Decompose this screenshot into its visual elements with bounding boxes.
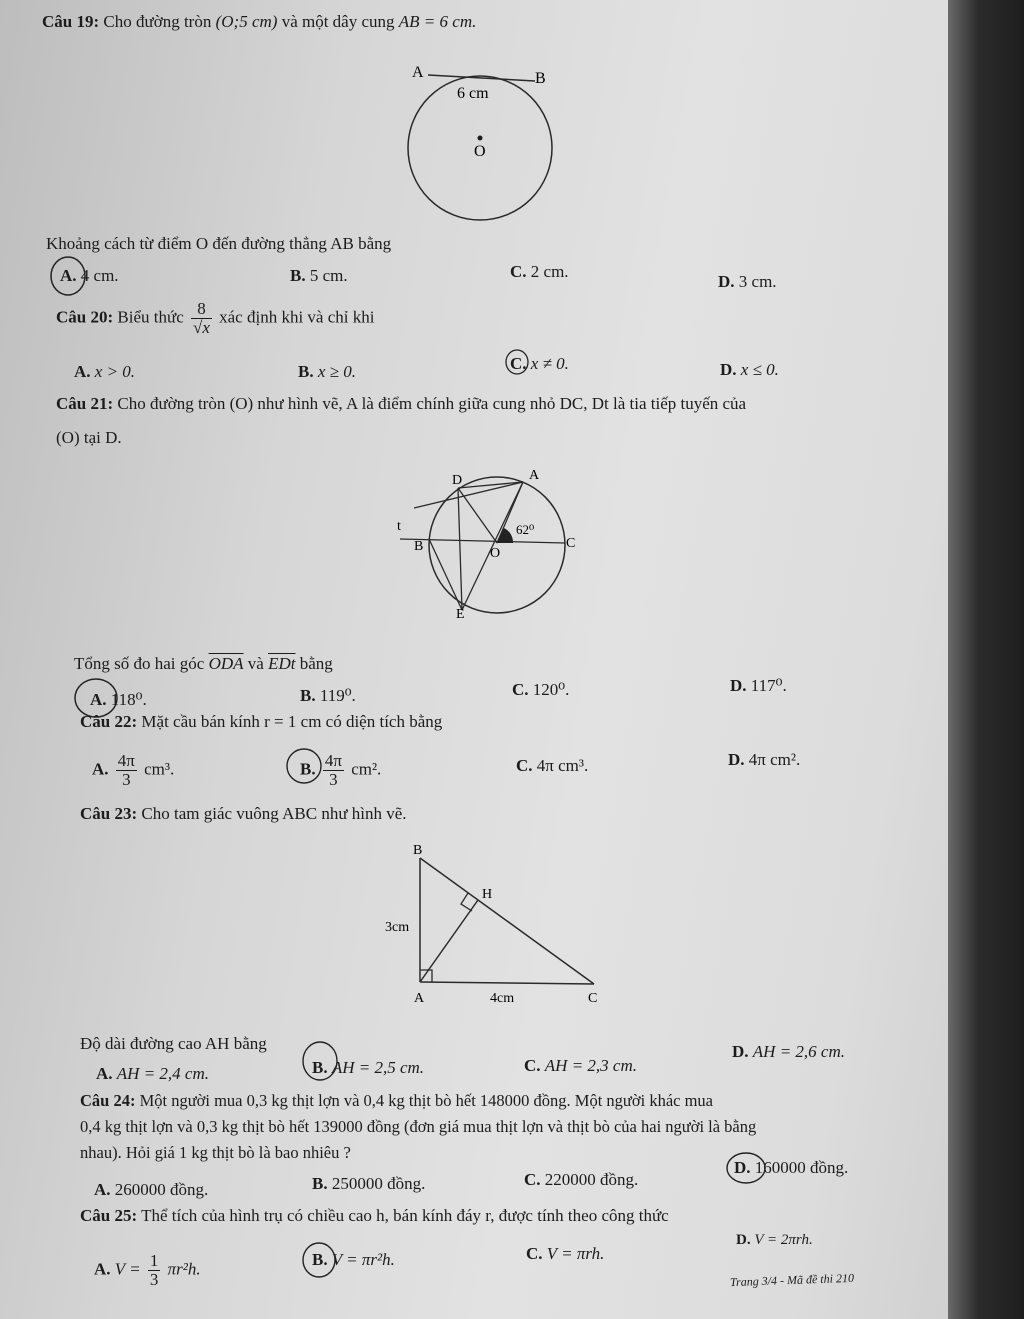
q20-option-a[interactable]: A. x > 0.	[74, 362, 136, 381]
side-ac	[420, 982, 594, 984]
side-bc	[420, 858, 594, 984]
label-a: A	[529, 468, 540, 483]
label-a: A	[414, 991, 425, 1006]
label-b: B	[535, 70, 546, 87]
q23-label: Câu 23:	[80, 804, 138, 823]
q20-option-c[interactable]: C. x ≠ 0.	[510, 354, 569, 373]
q19-option-a[interactable]: A. 4 cm.	[60, 266, 119, 285]
answer-circle-mark	[284, 746, 324, 786]
q21-label: Câu 21:	[56, 394, 114, 413]
q21-stem-line2: (O) tại D.	[56, 428, 122, 447]
label-o: O	[490, 546, 501, 561]
q24-label: Câu 24:	[80, 1091, 136, 1110]
right-angle-h	[461, 893, 472, 911]
answer-circle-mark	[300, 1240, 338, 1280]
label-e: E	[456, 607, 465, 622]
q24-stem-line2: 0,4 kg thịt lợn và 0,3 kg thịt bò hết 139000 đồng (đơn giá mua thịt lợn và thịt bò của hai người là bằng	[80, 1117, 757, 1136]
q21-stem-line1: Câu 21: Cho đường tròn (O) như hình vẽ, A là điểm chính giữa cung nhỏ DC, Dt là tia tiếp tuyến của	[56, 394, 747, 413]
tangent-dt	[414, 482, 523, 508]
q20-option-b[interactable]: B. x ≥ 0.	[298, 362, 356, 381]
q19-label: Câu 19:	[42, 12, 100, 31]
q23-option-a[interactable]: A. AH = 2,4 cm.	[96, 1064, 209, 1083]
q21-option-d[interactable]: D. 117⁰.	[730, 676, 787, 695]
q22-label: Câu 22:	[80, 712, 138, 731]
label-length: 6 cm	[457, 85, 489, 102]
q23-question: Độ dài đường cao AH bằng	[80, 1034, 267, 1053]
q24-option-c[interactable]: C. 220000 đồng.	[524, 1170, 639, 1189]
q19-option-d[interactable]: D. 3 cm.	[718, 272, 777, 291]
q25-option-c[interactable]: C. V = πrh.	[526, 1244, 605, 1263]
label-o: O	[474, 143, 486, 160]
q25-option-a[interactable]: A. V = $\frac{1}{3}$ πr²h.	[94, 1251, 201, 1289]
page-footer: Trang 3/4 - Mã đề thi 210	[729, 1270, 855, 1290]
answer-circle-mark	[504, 348, 530, 376]
q22-option-d[interactable]: D. 4π cm².	[728, 750, 801, 769]
answer-circle-mark	[300, 1040, 340, 1082]
label-c: C	[588, 991, 598, 1006]
q20-label: Câu 20:	[56, 307, 114, 327]
q19-question: Khoảng cách từ điểm O đến đường thẳng AB bằng	[46, 234, 392, 253]
q22-option-c[interactable]: C. 4π cm³.	[516, 756, 589, 775]
label-ab-length: 3cm	[385, 920, 410, 935]
q21-question: Tổng số đo hai góc $\overline{ODA}$ và $\overline{EDt}$ bằng	[74, 654, 333, 673]
q19-circle-figure	[395, 55, 575, 245]
q23-triangle-figure	[380, 836, 620, 1016]
q25-stem: Câu 25: Thể tích của hình trụ có chiều cao h, bán kính đáy r, được tính theo công thức	[80, 1206, 669, 1225]
q22-option-a[interactable]: A. $\frac{4\pi}{3}$ cm³.	[92, 751, 175, 789]
diameter-bc	[400, 539, 565, 543]
label-a: A	[412, 64, 424, 81]
q21-option-b[interactable]: B. 119⁰.	[300, 686, 356, 705]
q23-option-c[interactable]: C. AH = 2,3 cm.	[524, 1056, 637, 1075]
answer-circle-mark	[724, 1150, 768, 1186]
circle-o	[429, 477, 565, 613]
q22-option-b[interactable]: B. $\frac{4\pi}{3}$ cm².	[300, 751, 382, 789]
q21-option-c[interactable]: C. 120⁰.	[512, 680, 570, 699]
label-c: C	[566, 536, 576, 551]
q25-option-b[interactable]: B. V = πr²h.	[312, 1250, 395, 1269]
q25-label: Câu 25:	[80, 1206, 138, 1225]
answer-circle-mark	[48, 255, 88, 297]
q19-stem: Câu 19: Cho đường tròn (O;5 cm) và một dây cung AB = 6 cm.	[42, 12, 477, 31]
q20-option-d[interactable]: D. x ≤ 0.	[720, 360, 779, 379]
q24-option-b[interactable]: B. 250000 đồng.	[312, 1174, 426, 1193]
q22-stem: Câu 22: Mặt cầu bán kính r = 1 cm có diện tích bằng	[80, 712, 443, 731]
label-d: D	[452, 473, 463, 488]
q19-option-c[interactable]: C. 2 cm.	[510, 262, 569, 281]
q21-circle-figure	[392, 462, 592, 632]
q21-option-a[interactable]: A. 118⁰.	[90, 690, 147, 709]
label-t: t	[397, 519, 401, 534]
q24-option-d[interactable]: D. 160000 đồng.	[734, 1158, 849, 1177]
q20-fraction: $\frac{8}{√x}$	[193, 299, 210, 337]
center-dot	[478, 136, 483, 141]
label-b: B	[413, 843, 423, 858]
q25-option-d[interactable]: D. V = 2πrh.	[736, 1232, 813, 1248]
q23-stem: Câu 23: Cho tam giác vuông ABC như hình vẽ.	[80, 804, 407, 823]
label-h: H	[482, 887, 493, 902]
q24-option-a[interactable]: A. 260000 đồng.	[94, 1180, 209, 1199]
label-ac-length: 4cm	[490, 991, 515, 1006]
q19-option-b[interactable]: B. 5 cm.	[290, 266, 348, 285]
q23-option-d[interactable]: D. AH = 2,6 cm.	[732, 1042, 845, 1061]
q24-stem-line1: Câu 24: Một người mua 0,3 kg thịt lợn và 0,4 kg thịt bò hết 148000 đồng. Một người khác mua	[80, 1091, 713, 1110]
label-angle: 62⁰	[516, 522, 535, 537]
q24-stem-line3: nhau). Hỏi giá 1 kg thịt bò là bao nhiêu ?	[80, 1143, 351, 1162]
background-edge	[948, 0, 1024, 1319]
q20-stem: Câu 20: Biểu thức $\frac{8}{√x}$ xác định khi và chỉ khi	[56, 299, 375, 337]
label-b: B	[414, 539, 424, 554]
q23-option-b[interactable]: B. AH = 2,5 cm.	[312, 1058, 425, 1077]
